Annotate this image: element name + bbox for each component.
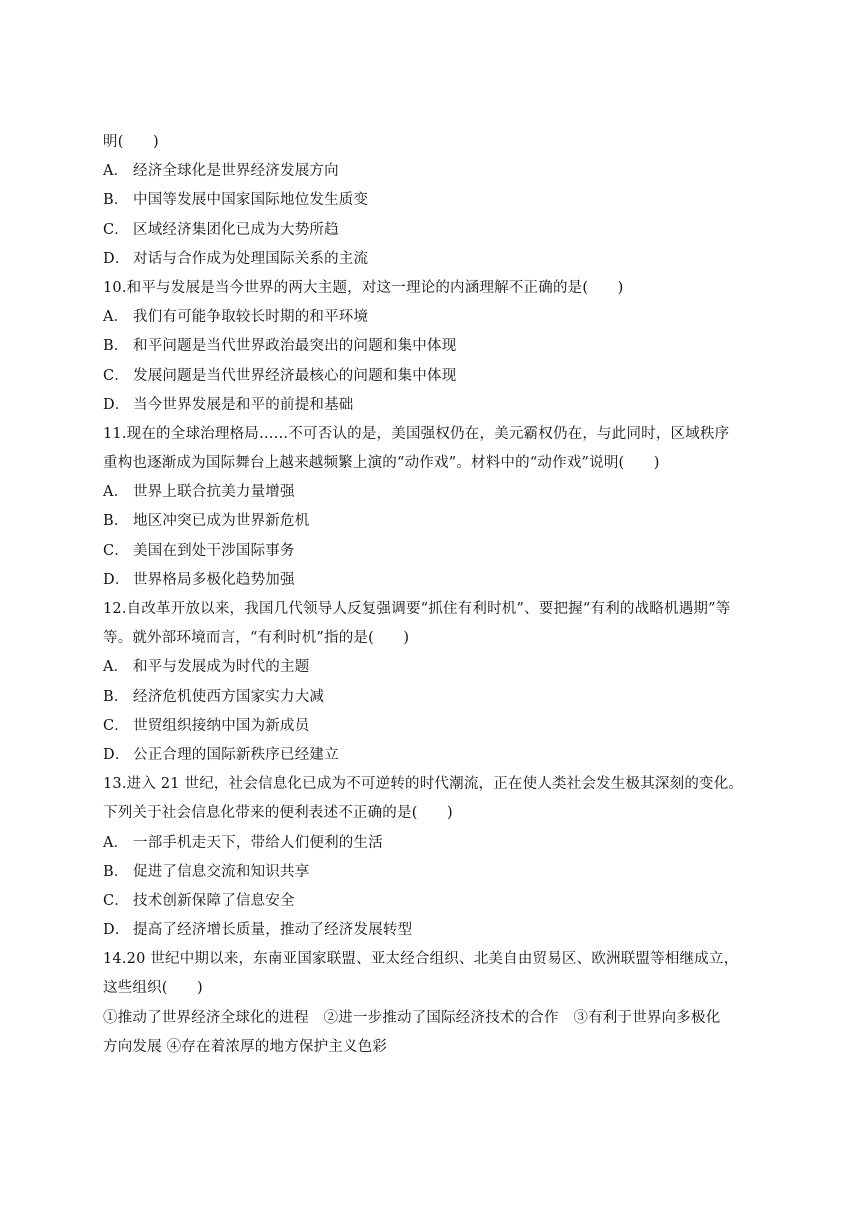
option-text: 地区冲突已成为世界新危机: [133, 513, 310, 530]
option-letter: A．: [103, 834, 129, 851]
answer-option: [103, 186, 763, 215]
question-text-line: 这些组织( ): [103, 980, 203, 997]
option-text: 世界格局多极化趋势加强: [133, 571, 295, 588]
option-text: 当今世界发展是和平的前提和基础: [133, 396, 354, 413]
question-text-line: 方向发展 ④存在着浓厚的地方保护主义色彩: [103, 1038, 388, 1055]
option-text: 促进了信息交流和知识共享: [133, 863, 310, 880]
option-letter: D．: [103, 922, 130, 939]
question-text-line: 13.进入 21 世纪，社会信息化已成为不可逆转的时代潮流，正在使人类社会发生极其深刻的变化。: [103, 776, 744, 793]
option-letter: C．: [103, 221, 129, 238]
option-letter: D．: [103, 571, 130, 588]
question-text-line: 重构也逐渐成为国际舞台上越来越频繁上演的“动作戏”。材料中的“动作戏”说明( ): [103, 455, 660, 472]
answer-option: [103, 303, 763, 332]
option-letter: C．: [103, 542, 129, 559]
option-letter: A．: [103, 659, 129, 676]
answer-option: [103, 216, 763, 245]
question-text-line: 10.和平与发展是当今世界的两大主题，对这一理论的内涵理解不正确的是( ): [103, 279, 624, 296]
answer-option: [103, 741, 763, 770]
option-text: 经济全球化是世界经济发展方向: [133, 163, 339, 180]
answer-option: [103, 332, 763, 361]
option-letter: C．: [103, 367, 129, 384]
option-text: 公正合理的国际新秩序已经建立: [133, 746, 339, 763]
option-letter: A．: [103, 484, 129, 501]
option-letter: B．: [103, 513, 129, 530]
option-text: 美国在到处干涉国际事务: [133, 542, 295, 559]
question-text-line: 14.20 世纪中期以来，东南亚国家联盟、亚太经合组织、北美自由贸易区、欧洲联盟等相继成立，: [103, 951, 739, 968]
answer-option: [103, 712, 763, 741]
question-text-line: 等。就外部环境而言，“有利时机”指的是( ): [103, 630, 410, 647]
answer-option: [103, 507, 763, 536]
answer-option: [103, 478, 763, 507]
option-text: 和平与发展成为时代的主题: [133, 659, 310, 676]
answer-option: [103, 566, 763, 595]
option-letter: B．: [103, 688, 129, 705]
option-text: 对话与合作成为处理国际关系的主流: [133, 250, 369, 267]
question-text-line: ①推动了世界经济全球化的进程 ②进一步推动了国际经济技术的合作 ③有利于世界向多极化: [103, 1009, 721, 1026]
option-text: 区域经济集团化已成为大势所趋: [133, 221, 339, 238]
answer-option: [103, 157, 763, 186]
answer-option: [103, 829, 763, 858]
option-text: 经济危机使西方国家实力大减: [133, 688, 325, 705]
answer-option: [103, 858, 763, 887]
answer-option: [103, 916, 763, 945]
answer-option: [103, 537, 763, 566]
option-letter: A．: [103, 163, 129, 180]
answer-option: [103, 391, 763, 420]
document-body: [103, 128, 763, 1062]
answer-option: [103, 683, 763, 712]
option-letter: B．: [103, 863, 129, 880]
answer-option: [103, 887, 763, 916]
question-text-line: 12.自改革开放以来，我国几代领导人反复强调要“抓住有利时机”、要把握“有利的战略机遇期”等: [103, 601, 731, 617]
option-text: 世贸组织接纳中国为新成员: [133, 717, 310, 734]
option-text: 一部手机走天下，带给人们便利的生活: [133, 834, 383, 851]
option-letter: A．: [103, 309, 129, 326]
option-letter: D．: [103, 746, 130, 763]
option-letter: C．: [103, 717, 129, 734]
option-text: 我们有可能争取较长时期的和平环境: [133, 309, 369, 326]
option-text: 发展问题是当代世界经济最核心的问题和集中体现: [133, 367, 457, 384]
option-letter: D．: [103, 396, 130, 413]
option-text: 技术创新保障了信息安全: [133, 892, 295, 909]
option-text: 提高了经济增长质量，推动了经济发展转型: [133, 922, 413, 939]
answer-option: [103, 362, 763, 391]
option-text: 中国等发展中国家国际地位发生质变: [133, 192, 369, 209]
answer-option: [103, 653, 763, 682]
option-letter: B．: [103, 338, 129, 355]
option-letter: B．: [103, 192, 129, 209]
option-letter: D．: [103, 250, 130, 267]
option-letter: C．: [103, 892, 129, 909]
question-text-line: 11.现在的全球治理格局……不可否认的是，美国强权仍在，美元霸权仍在，与此同时，区域秩序: [103, 425, 730, 442]
question-text-line: 下列关于社会信息化带来的便利表述不正确的是( ): [103, 805, 453, 822]
option-text: 世界上联合抗美力量增强: [133, 484, 295, 501]
question-text-line: 明( ): [103, 134, 159, 150]
answer-option: [103, 245, 763, 274]
option-text: 和平问题是当代世界政治最突出的问题和集中体现: [133, 338, 457, 355]
